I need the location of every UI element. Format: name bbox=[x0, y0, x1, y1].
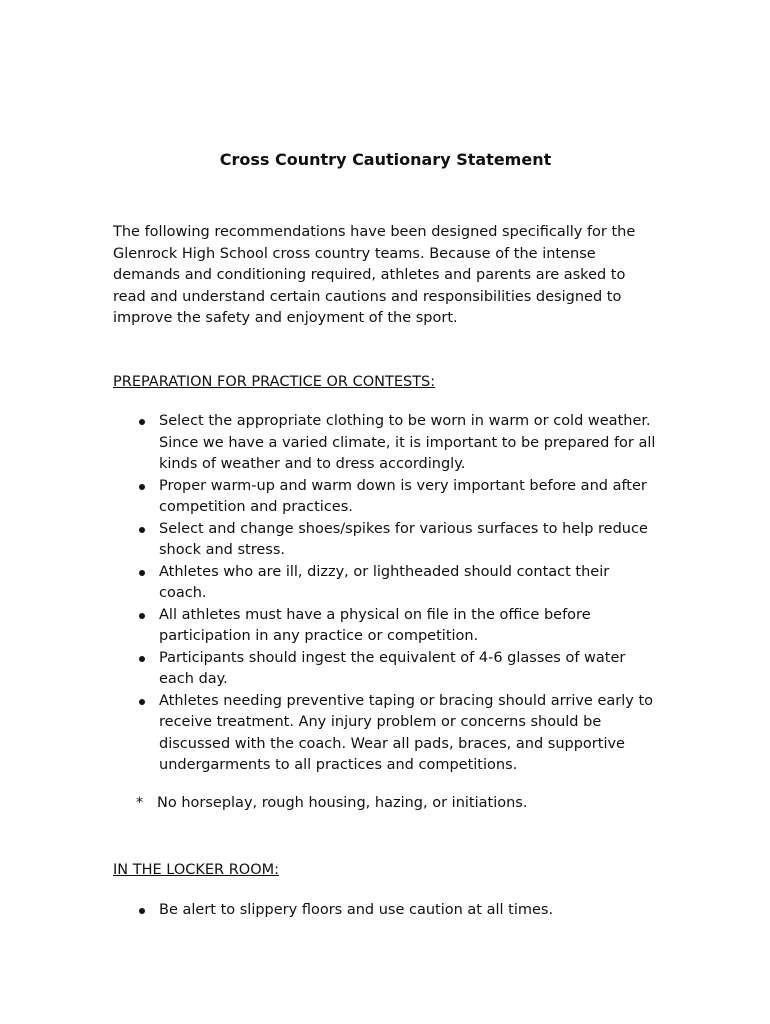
bullet-icon bbox=[139, 699, 145, 705]
list-item bbox=[113, 562, 658, 605]
document-page bbox=[113, 148, 658, 921]
asterisk-icon: * bbox=[136, 794, 144, 811]
list-item bbox=[113, 691, 658, 777]
section-heading-preparation: PREPARATION FOR PRACTICE OR CONTESTS: bbox=[113, 373, 436, 390]
bullet-icon bbox=[139, 613, 145, 619]
list-item bbox=[113, 605, 658, 648]
bullet-icon bbox=[139, 484, 145, 490]
list-item-text: Athletes who are ill, dizzy, or lightheaded should contact their coach. bbox=[159, 563, 610, 601]
list-item-text: Proper warm-up and warm down is very important before and after competition and practices. bbox=[159, 477, 647, 515]
list-item bbox=[113, 476, 658, 519]
list-item bbox=[113, 519, 658, 562]
bullet-icon bbox=[139, 419, 145, 425]
document-title: Cross Country Cautionary Statement bbox=[219, 150, 552, 169]
list-item-text: Select the appropriate clothing to be worn in warm or cold weather. Since we have a varied climate, it is important to be prepared for all kinds of weather and to dress accordingly. bbox=[159, 413, 656, 472]
bullet-icon bbox=[139, 656, 145, 662]
list-item-text: All athletes must have a physical on file in the office before participation in any practice or competition. bbox=[159, 606, 591, 644]
note-text: No horseplay, rough housing, hazing, or initiations. bbox=[157, 794, 528, 811]
list-item bbox=[113, 900, 658, 922]
bullet-icon bbox=[139, 570, 145, 576]
bullet-icon bbox=[139, 908, 145, 914]
list-item bbox=[113, 648, 658, 691]
horseplay-note bbox=[113, 793, 658, 815]
bullet-icon bbox=[139, 527, 145, 533]
list-item bbox=[113, 411, 658, 476]
list-item-text: Select and change shoes/spikes for various surfaces to help reduce shock and stress. bbox=[159, 520, 648, 558]
intro-paragraph: The following recommendations have been designed specifically for the Glenrock High School cross country teams. Because of the intense demands and conditioning required, athletes and parents are asked to read and understand certain cautions and responsibilities designed to improve the safety and enjoyment of the sport. bbox=[113, 224, 636, 326]
section-heading-locker-room: IN THE LOCKER ROOM: bbox=[113, 862, 280, 878]
list-item-text: Athletes needing preventive taping or bracing should arrive early to receive treatment. Any injury problem or concerns should be discussed with the coach. Wear all pads, braces, and supportive undergarments to all practices and competitions. bbox=[159, 692, 653, 773]
list-item-text: Be alert to slippery floors and use caution at all times. bbox=[159, 901, 554, 918]
locker-room-list bbox=[113, 900, 658, 922]
preparation-list bbox=[113, 411, 658, 777]
list-item-text: Participants should ingest the equivalent of 4-6 glasses of water each day. bbox=[159, 649, 626, 687]
